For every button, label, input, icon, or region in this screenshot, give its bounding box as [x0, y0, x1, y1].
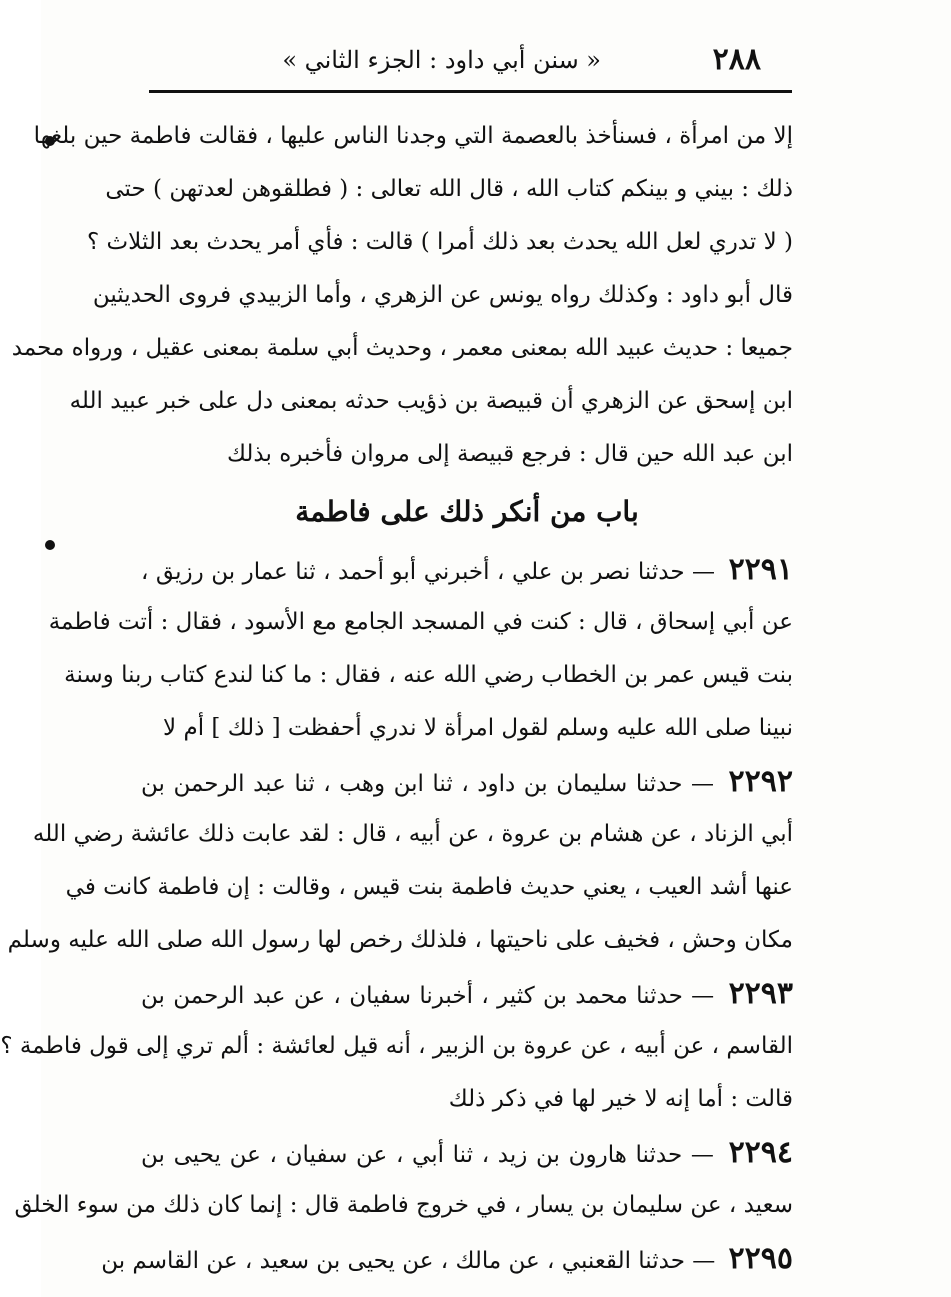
hadith-first-line [101, 1232, 793, 1285]
text-line: أبي الزناد ، عن هشام بن عروة ، عن أبيه ، قال : لقد عابت ذلك عائشة رضي الله [32, 821, 793, 847]
hadith-text: — حدثنا نصر بن علي ، أخبرني أبو أحمد ، ثنا عمار بن رزيق ، [141, 559, 716, 585]
hadith-number: ٢٢٩٥ [728, 1241, 793, 1276]
hadith-number: ٢٢٩٤ [728, 1135, 794, 1170]
running-head [151, 38, 791, 88]
text-line: إلا من امرأة ، فسنأخذ بالعصمة التي وجدنا الناس عليها ، فقالت فاطمة حين بلغها [33, 123, 793, 149]
text-line: القاسم ، عن أبيه ، عن عروة بن الزبير ، أنه قيل لعائشة : ألم تري إلى قول فاطمة ؟ [0, 1033, 793, 1059]
text-line: قالت : أما إنه لا خير لها في ذكر ذلك [448, 1086, 793, 1112]
text-line: عنها أشد العيب ، يعني حديث فاطمة بنت قيس ، وقالت : إن فاطمة كانت في [65, 874, 793, 900]
page-number: ٢٨٨ [712, 42, 761, 77]
hadith-first-line [141, 1126, 793, 1179]
body-text [0, 110, 794, 1285]
text-line: سعيد ، عن سليمان بن يسار ، في خروج فاطمة قال : إنما كان ذلك من سوء الخلق [14, 1192, 793, 1218]
text-line: عن أبي إسحاق ، قال : كنت في المسجد الجامع مع الأسود ، فقال : أتت فاطمة [48, 609, 793, 635]
hadith-text: — حدثنا محمد بن كثير ، أخبرنا سفيان ، عن عبد الرحمن بن [141, 983, 715, 1009]
hadith-first-line [141, 543, 793, 596]
text-line: جميعا : حديث عبيد الله بمعنى معمر ، وحديث أبي سلمة بمعنى عقيل ، ورواه محمد [11, 335, 793, 361]
chapter-heading: باب من أنكر ذلك على فاطمة [295, 495, 639, 528]
header-rule [149, 90, 792, 93]
hadith-text: — حدثنا سليمان بن داود ، ثنا ابن وهب ، ثنا عبد الرحمن بن [141, 771, 714, 797]
hadith-text: — حدثنا هارون بن زيد ، ثنا أبي ، عن سفيان ، عن يحيى بن [141, 1142, 714, 1168]
text-line: ذلك : بيني و بينكم كتاب الله ، قال الله تعالى : ( فطلقوهن لعدتهن ) حتى [105, 176, 793, 202]
hadith-first-line [141, 755, 793, 808]
text-line: بنت قيس عمر بن الخطاب رضي الله عنه ، فقال : ما كنا لندع كتاب ربنا وسنة [64, 662, 793, 688]
text-line: قال أبو داود : وكذلك رواه يونس عن الزهري ، وأما الزبيدي فروى الحديثين [92, 282, 793, 308]
text-line: ابن عبد الله حين قال : فرجع قبيصة إلى مروان فأخبره بذلك [227, 441, 793, 467]
hadith-text: — حدثنا القعنبي ، عن مالك ، عن يحيى بن سعيد ، عن القاسم بن [101, 1248, 716, 1274]
text-line: مكان وحش ، فخيف على ناحيتها ، فلذلك رخص لها رسول الله صلى الله عليه وسلم [7, 927, 793, 953]
hadith-first-line [141, 967, 793, 1020]
hadith-number: ٢٢٩١ [728, 552, 794, 587]
margin-mark [45, 540, 55, 550]
text-line: ( لا تدري لعل الله يحدث بعد ذلك أمرا ) قالت : فأي أمر يحدث بعد الثلاث ؟ [87, 229, 793, 255]
hadith-number: ٢٢٩٢ [728, 764, 793, 799]
text-line: نبينا صلى الله عليه وسلم لقول امرأة لا ندري أحفظت [ ذلك ] أم لا [163, 715, 793, 741]
text-line: ابن إسحق عن الزهري أن قبيصة بن ذؤيب حدثه بمعنى دل على خبر عبيد الله [69, 388, 793, 414]
running-title: « سنن أبي داود : الجزء الثاني » [282, 46, 601, 74]
hadith-number: ٢٢٩٣ [728, 976, 794, 1011]
